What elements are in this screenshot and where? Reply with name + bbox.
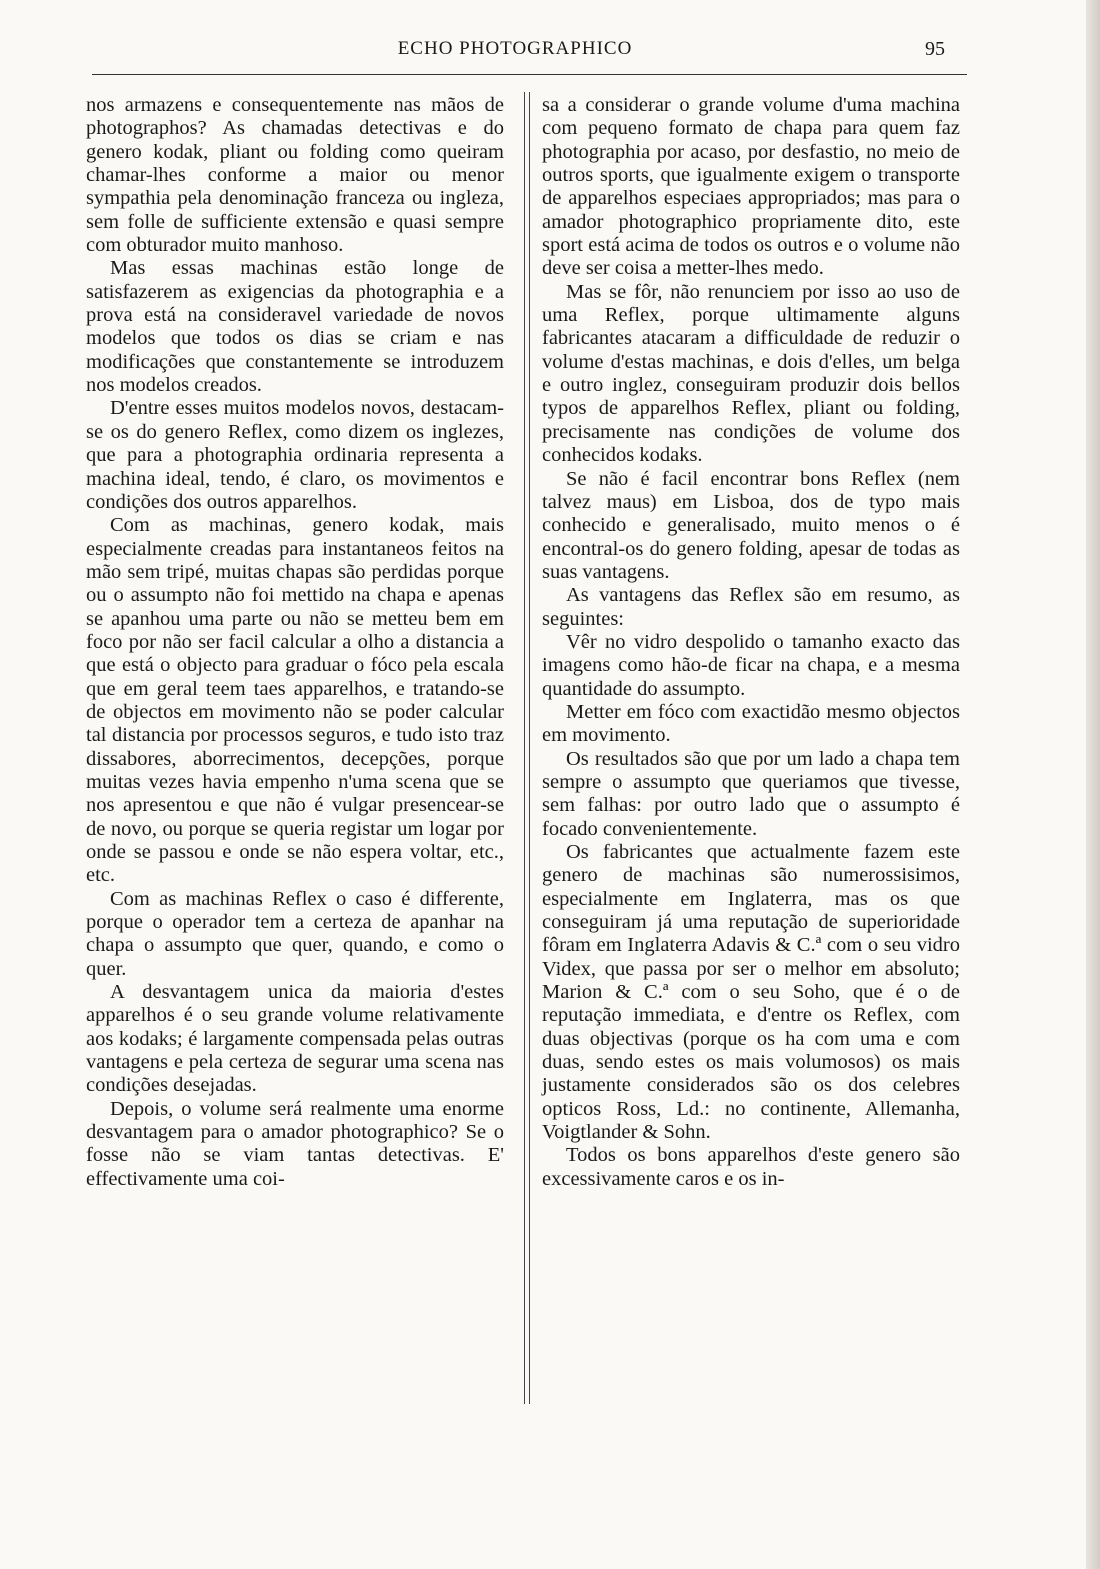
paragraph: Com as machinas Reflex o caso é differente, porque o operador tem a certeza de apanhar na chapa o assumpto que quer, quando, e como o quer.: [86, 887, 504, 980]
paragraph: sa a considerar o grande volume d'uma machina com pequeno formato de chapa para quem faz photographia por acaso, por desfastio, no meio de outros sports, que igualmente exigem o transporte de apparelhos especiaes appropriados; mas para o amador photographico propriamente dito, este sport está acima de todos os outros e o volume não deve ser coisa a metter-lhes medo.: [542, 94, 960, 280]
paragraph: Vêr no vidro despolido o tamanho exacto das imagens como hão-de ficar na chapa, e a mesma quantidade do assumpto.: [542, 630, 960, 700]
left-column: [86, 94, 504, 1191]
column-divider: [524, 92, 530, 1404]
paragraph: Com as machinas, genero kodak, mais especialmente creadas para instantaneos feitos na mão sem tripé, muitas chapas são perdidas porque ou o assumpto não foi mettido na chapa e apenas se apanhou uma parte ou não se metteu bem em foco por não ser facil calcular a olho a distancia a que está o objecto para graduar o fóco pela escala que em geral teem taes apparelhos, e tratando-se de objectos em movimento não se poder calcular tal distancia por processos seguros, e tudo isto traz dissabores, aborrecimentos, decepções, porque muitas vezes havia empenho n'uma scena que se nos apresentou e que não é vulgar presencear-se de novo, ou porque se queria registar um logar por onde se passou e onde se não espera voltar, etc., etc.: [86, 514, 504, 887]
page-number: 95: [925, 38, 945, 60]
paragraph: Depois, o volume será realmente uma enorme desvantagem para o amador photographico? Se o fosse não se viam tantas detectivas. E' effectivamente uma coi-: [86, 1097, 504, 1190]
paragraph: A desvantagem unica da maioria d'estes apparelhos é o seu grande volume relativamente aos kodaks; é largamente compensada pelas outras vantagens e pela certeza de segurar uma scena nas condições desejadas.: [86, 981, 504, 1097]
right-column: [542, 94, 960, 1191]
paragraph: Se não é facil encontrar bons Reflex (nem talvez maus) em Lisboa, dos de typo mais conhecido e generalisado, muito menos o é encontral-os do genero folding, apesar de todas as suas vantagens.: [542, 467, 960, 583]
page-edge-shadow: [1086, 0, 1100, 1569]
paragraph: nos armazens e consequentemente nas mãos de photographos? As chamadas detectivas e do genero kodak, pliant ou folding como queiram chamar-lhes conforme a maior ou menor sympathia pela denominação franceza ou ingleza, sem folle de sufficiente extensão e quasi sempre com obturador muito manhoso.: [86, 94, 504, 257]
running-header: ECHO PHOTOGRAPHICO: [397, 38, 633, 59]
paragraph: Todos os bons apparelhos d'este genero são excessivamente caros e os in-: [542, 1144, 960, 1190]
paragraph: Os resultados são que por um lado a chapa tem sempre o assumpto que queriamos que tivesse, sem falhas: por outro lado que o assumpto é focado convenientemente.: [542, 747, 960, 840]
header-rule: [92, 74, 967, 75]
paragraph: As vantagens das Reflex são em resumo, as seguintes:: [542, 584, 960, 630]
paragraph: D'entre esses muitos modelos novos, destacam-se os do genero Reflex, como dizem os inglezes, que para a photographia ordinaria representa a machina ideal, tendo, é claro, os movimentos e condições dos outros apparelhos.: [86, 397, 504, 513]
paragraph: Mas se fôr, não renunciem por isso ao uso de uma Reflex, porque ultimamente alguns fabricantes atacaram a difficuldade de reduzir o volume d'estas machinas, e dois d'elles, um belga e outro inglez, conseguiram produzir dois bellos typos de apparelhos Reflex, pliant ou folding, precisamente nas condições de volume dos conhecidos kodaks.: [542, 280, 960, 467]
paragraph: Metter em fóco com exactidão mesmo objectos em movimento.: [542, 700, 960, 747]
paragraph: Os fabricantes que actualmente fazem este genero de machinas são numerossisimos, especialmente em Inglaterra, mas os que conseguiram já uma reputação de superioridade fôram em Inglaterra Adavis & C.ª com o seu vidro Videx, que passa por ser o melhor em absoluto; Marion & C.ª com o seu Soho, que é o de reputação immediata, e d'entre os Reflex, com duas objectivas (porque os ha com uma e com duas, sendo estes os mais volumosos) os mais justamente considerados são os dos celebres opticos Ross, Ld.: no continente, Allemanha, Voigtlander & Sohn.: [542, 841, 960, 1144]
paragraph: Mas essas machinas estão longe de satisfazerem as exigencias da photographia e a prova está na consideravel variedade de novos modelos que todos os dias se criam e nas modificações que constantemente se introduzem nos modelos creados.: [86, 257, 504, 397]
